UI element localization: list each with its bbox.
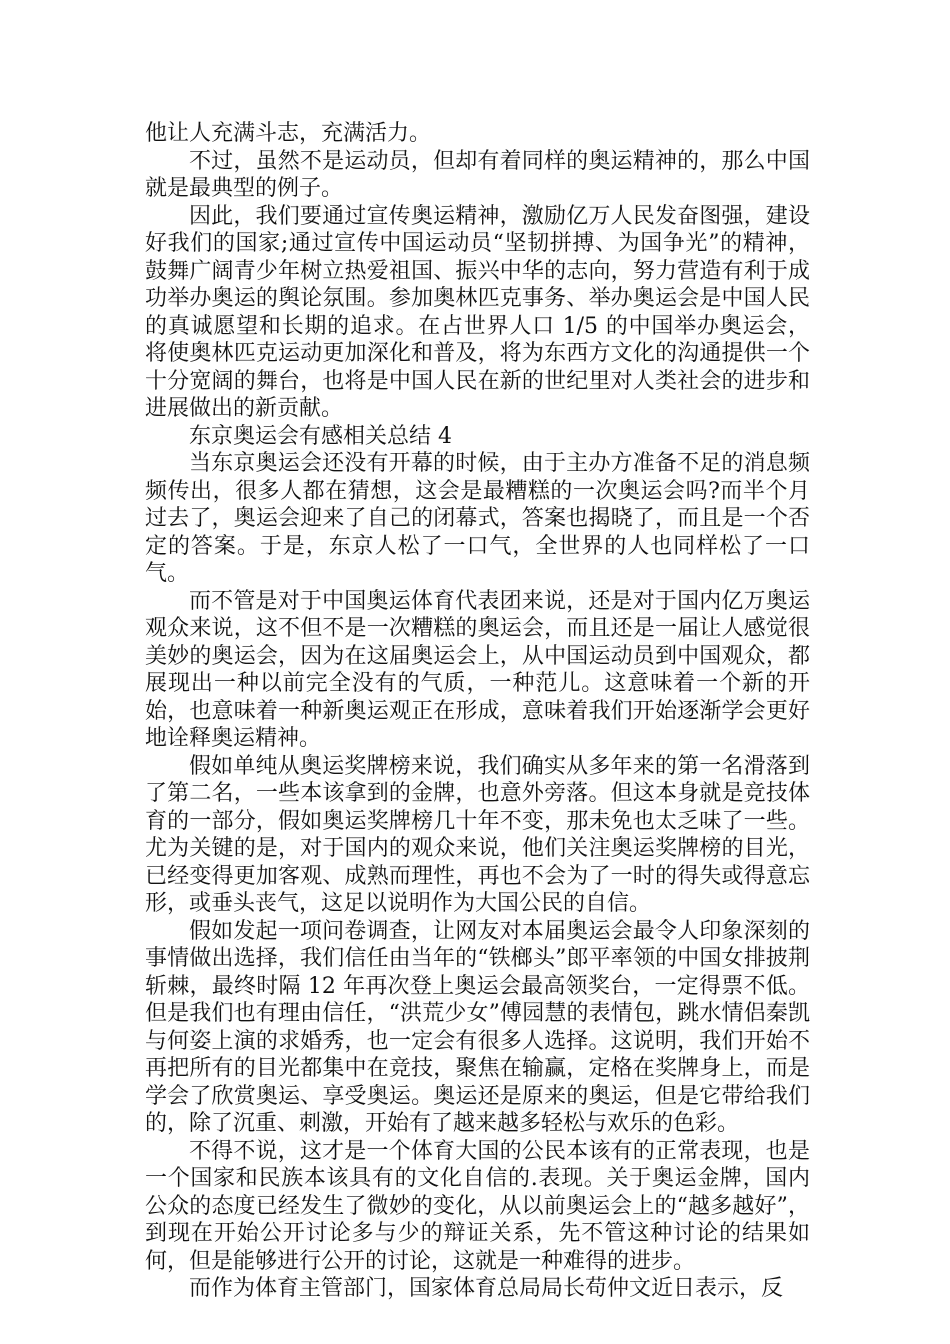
paragraph: 不过，虽然不是运动员，但却有着同样的奥运精神的，那么中国就是最典型的例子。 xyxy=(145,148,810,201)
section-heading: 东京奥运会有感相关总结 4 xyxy=(189,423,452,449)
paragraph: 而不管是对于中国奥运体育代表团来说，还是对于国内亿万奥运观众来说，这不但不是一次糟糕的奥运会，而且还是一届让人感觉很美妙的奥运会，因为在这届奥运会上，从中国运动员到中国观众，都展现出一种以前完全没有的气质，一种范儿。这意味着一个新的开始，也意味着一种新奥运观正在形成，意味着我们开始逐渐学会更好地诠释奥运精神。 xyxy=(145,588,810,751)
paragraph: 假如发起一项问卷调查，让网友对本届奥运会最令人印象深刻的事情做出选择，我们信任由当年的“铁榔头”郎平率领的中国女排披荆斩棘，最终时隔 12 年再次登上奥运会最高领奖台，一定得票不低。但是我们也有理由信任，“洪荒少女”傅园慧的表情包，跳水情侣秦凯与何姿上演的求婚秀，也一定会有很多人选择。这说明，我们开始不再把所有的目光都集中在竞技，聚焦在输赢，定格在奖牌身上，而是学会了欣赏奥运、享受奥运。奥运还是原来的奥运，但是它带给我们的，除了沉重、刺激，开始有了越来越多轻松与欢乐的色彩。 xyxy=(145,918,810,1136)
paragraph: 而作为体育主管部门，国家体育总局局长苟仲文近日表示，反 xyxy=(189,1276,784,1301)
document-body xyxy=(145,120,810,1303)
paragraph: 当东京奥运会还没有开幕的时候，由于主办方准备不足的消息频频传出，很多人都在猜想，这会是最糟糕的一次奥运会吗?而半个月过去了，奥运会迎来了自己的闭幕式，答案也揭晓了，而且是一个否定的答案。于是，东京人松了一口气，全世界的人也同样松了一口气。 xyxy=(145,451,810,586)
paragraph: 假如单纯从奥运奖牌榜来说，我们确实从多年来的第一名滑落到了第二名，一些本该拿到的金牌，也意外旁落。但这本身就是竞技体育的一部分，假如奥运奖牌榜几十年不变，那未免也太乏味了一些。尤为关键的是，对于国内的观众来说，他们关注奥运奖牌榜的目光，已经变得更加客观、成熟而理性，再也不会为了一时的得失或得意忘形，或垂头丧气，这足以说明作为大国公民的自信。 xyxy=(145,753,810,916)
paragraph: 不得不说，这才是一个体育大国的公民本该有的正常表现，也是一个国家和民族本该具有的文化自信的.表现。关于奥运金牌，国内公众的态度已经发生了微妙的变化，从以前奥运会上的“越多越好”，到现在开始公开讨论多与少的辩证关系，先不管这种讨论的结果如何，但是能够进行公开的讨论，这就是一种难得的进步。 xyxy=(145,1138,810,1274)
paragraph: 他让人充满斗志，充满活力。 xyxy=(145,121,432,146)
paragraph: 因此，我们要通过宣传奥运精神，激励亿万人民发奋图强，建设好我们的国家;通过宣传中国运动员“坚韧拼搏、为国争光”的精神，鼓舞广阔青少年树立热爱祖国、振兴中华的志向，努力营造有利于成功举办奥运的舆论氛围。参加奥林匹克事务、举办奥运会是中国人民的真诚愿望和长期的追求。在占世界人口 1/5 的中国举办奥运会，将使奥林匹克运动更加深化和普及，将为东西方文化的沟通提供一个十分宽阔的舞台，也将是中国人民在新的世纪里对人类社会的进步和进展做出的新贡献。 xyxy=(145,203,810,421)
